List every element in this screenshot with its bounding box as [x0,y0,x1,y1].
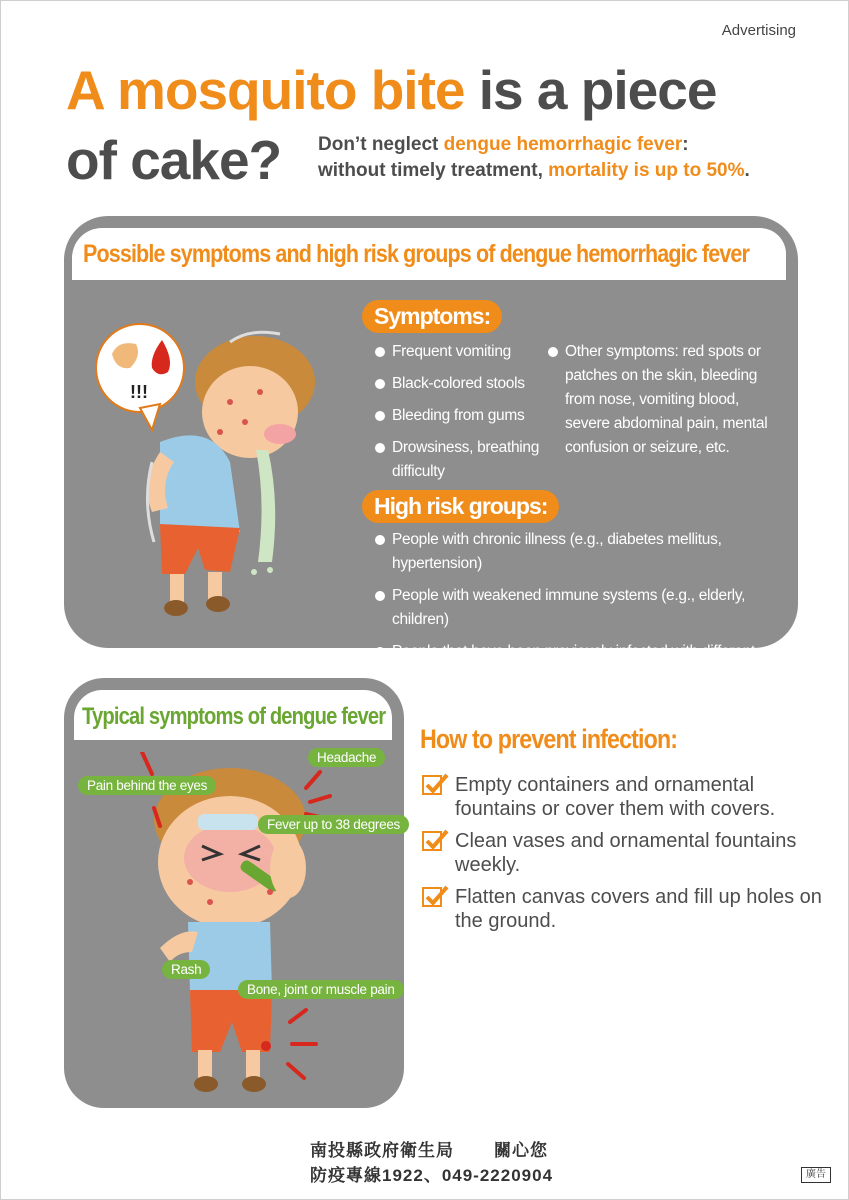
subhead-highlight-1: dengue hemorrhagic fever [443,134,683,155]
prevention-title: How to prevent infection: [420,724,678,754]
headline-orange: A mosquito bite [66,59,465,121]
risk-group-item: People that have been previously infected with different types of dengue viruses [375,640,785,688]
risk-group-item: People with chronic illness (e.g., diabetes mellitus, hypertension) [375,528,785,576]
symptom-item: Black-colored stools [375,372,545,396]
symptoms-list-left [375,340,545,492]
prevention-item-text: Empty containers and ornamental fountains or cover them with covers. [455,774,776,820]
symptom-item: Bleeding from gums [375,404,545,428]
subhead-prefix-2: without timely treatment, [318,160,549,181]
checkbox-checked-icon [422,831,442,851]
high-risk-label: High risk groups: [362,490,559,523]
checkbox-checked-icon [422,887,442,907]
footer-care: 關心您 [494,1141,548,1160]
prevention-item [422,773,822,821]
headline [66,58,826,122]
prevention-item-text: Flatten canvas covers and fill up holes on the ground. [455,886,822,932]
subhead-suffix-2: . [744,160,750,181]
label-fever: Fever up to 38 degrees [258,815,409,834]
symptom-item: Drowsiness, breathing difficulty [375,436,545,484]
sick-child-illustration [120,752,380,1102]
symptom-item: Other symptoms: red spots or patches on the skin, bleeding from nose, vomiting blood, severe abdominal pain, mental confusion or seizure, etc. [548,340,778,460]
bubble-exclamation: !!! [130,382,148,402]
symptom-item: Frequent vomiting [375,340,545,364]
subhead-prefix-1: Don’t neglect [318,134,444,155]
prevention-item-text: Clean vases and ornamental fountains weekly. [455,830,797,876]
vomiting-child-illustration [90,312,360,622]
label-bone-pain: Bone, joint or muscle pain [238,980,404,999]
subhead-highlight-2: mortality is up to 50% [548,160,745,181]
label-headache: Headache [308,748,385,767]
ad-box: 廣告 [801,1167,831,1183]
headline-gray: is a piece [464,59,717,121]
footer-hotline: 防疫專線1922、049-2220904 [310,1166,554,1185]
subheadline [318,132,818,184]
headline-line2: of cake? [66,129,282,191]
prevention-list [422,773,822,941]
symptoms-label: Symptoms: [362,300,502,333]
label-eye-pain: Pain behind the eyes [78,776,216,795]
panel2-title: Typical symptoms of dengue fever [82,703,386,730]
footer [310,1138,553,1188]
checkbox-checked-icon [422,775,442,795]
risk-groups-list [375,528,785,696]
panel1-title: Possible symptoms and high risk groups of dengue hemorrhagic fever [83,240,750,268]
subhead-suffix-1: : [682,134,689,155]
prevention-item [422,829,822,877]
symptoms-list-right [548,340,778,468]
footer-org: 南投縣政府衛生局 [310,1141,454,1160]
risk-group-item: People with weakened immune systems (e.g., elderly, children) [375,584,785,632]
prevention-item [422,885,822,933]
advertising-tag: Advertising [721,22,796,39]
label-rash: Rash [162,960,210,979]
